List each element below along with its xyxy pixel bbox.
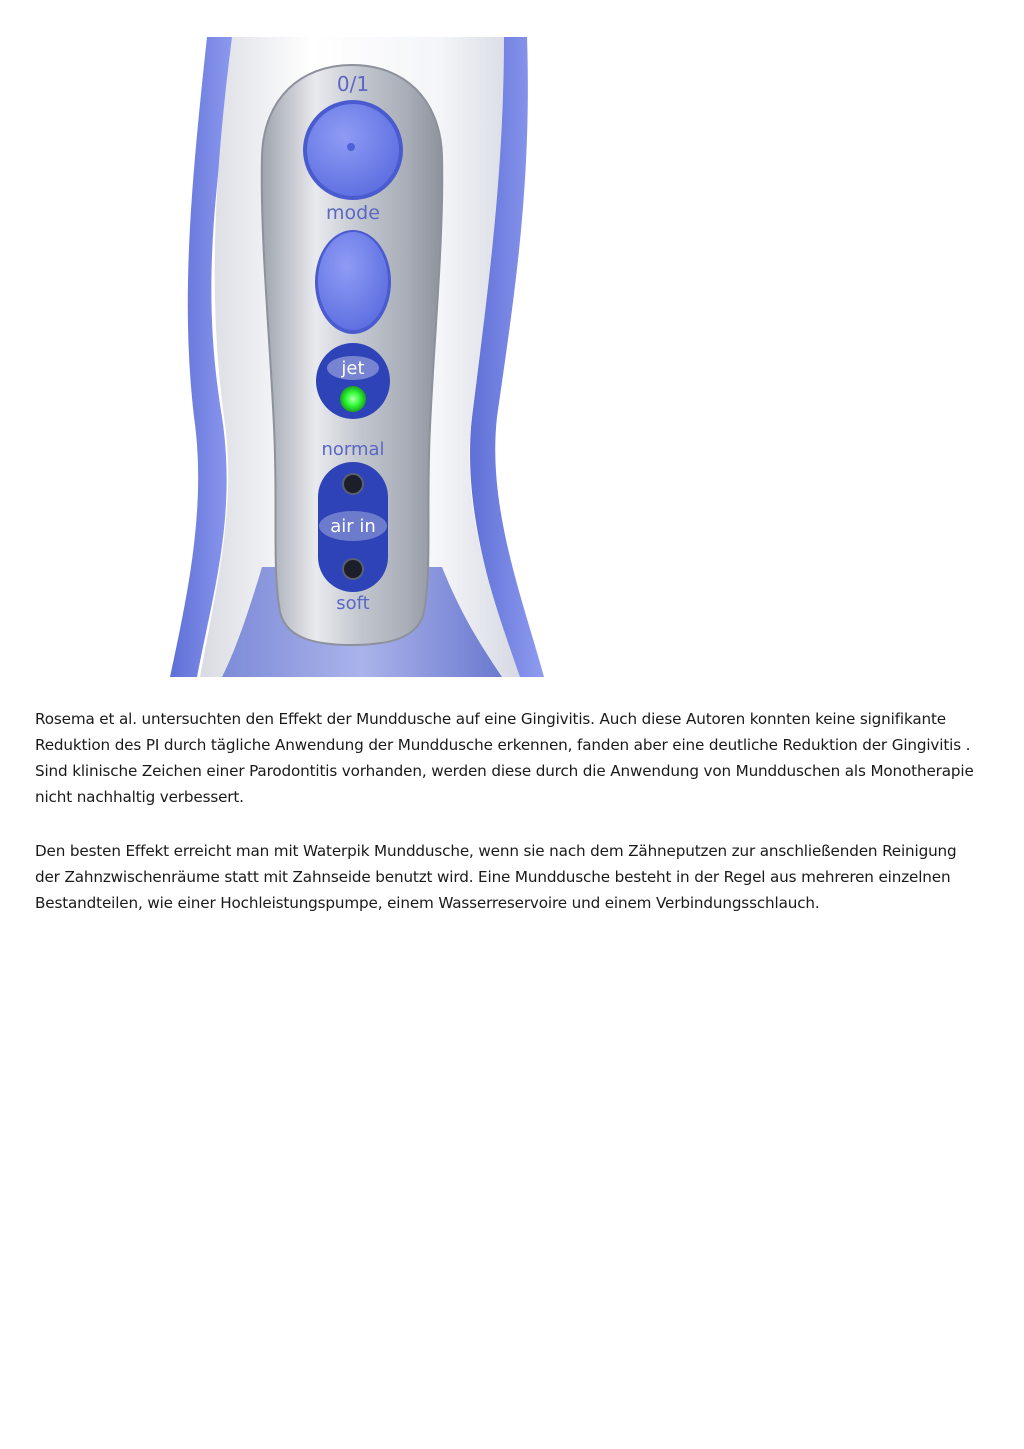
soft-label: soft: [336, 593, 370, 614]
mode-label: mode: [326, 202, 380, 224]
oral-irrigator-photo: [142, 37, 572, 677]
normal-label: normal: [321, 439, 385, 460]
power-button-dot: [347, 143, 355, 151]
air-in-label: air in: [330, 516, 376, 537]
jet-led-green: [340, 386, 366, 412]
body-paragraph-2: Den besten Effekt erreicht man mit Waterpik Munddusche, wenn sie nach dem Zähneputzen zur anschließenden Reinigung der Zahnzwischenräume statt mit Zahnseide benutzt wird. Eine Munddusche besteht in der Regel aus mehreren einzelnen Bestandteilen, wie einer Hochleistungspumpe, einem Wasserreservoire und einem Verbindungsschlauch.: [35, 842, 957, 912]
soft-led: [343, 559, 363, 579]
body-paragraph-1: Rosema et al. untersuchten den Effekt der Munddusche auf eine Gingivitis. Auch diese Autoren konnten keine signifikante Reduktion des PI durch tägliche Anwendung der Munddusche erkennen, fanden aber eine deutliche Reduktion der Gingivitis . Sind klinische Zeichen einer Parodontitis vorhanden, werden diese durch die Anwendung von Mundduschen als Monotherapie nicht nachhaltig verbessert.: [35, 710, 974, 806]
normal-led: [343, 474, 363, 494]
mode-button-face: [318, 232, 388, 330]
power-label: 0/1: [336, 72, 370, 96]
jet-label: jet: [341, 358, 365, 379]
